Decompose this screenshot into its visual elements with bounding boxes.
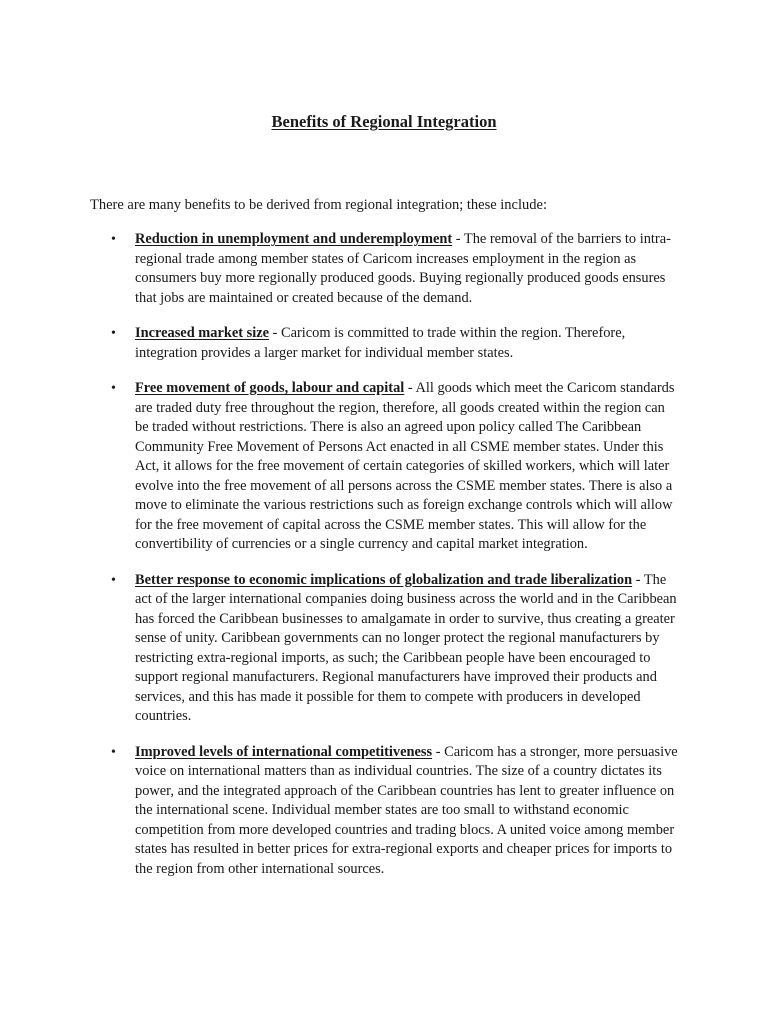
item-text: - The removal of the barriers to intra-regional trade among member states of Caricom increases employment in the region as consumers buy more regionally produced goods. Buying regionally produced goods ensures that jobs are maintained or created because of the demand.	[135, 231, 671, 306]
item-heading: Better response to economic implications of globalization and trade liberalization	[135, 571, 633, 588]
list-item	[111, 230, 680, 308]
item-text: - Caricom has a stronger, more persuasive voice on international matters than as individual countries. The size of a country dictates its power, and the integrated approach of the Caribbean countries has lent to greater influence on the international scene. Individual member states are too small to withstand economic competition from more developed countries and trading blocs. A united voice among member states has resulted in better prices for extra-regional exports and cheaper prices for imports to the region from other international sources.	[135, 743, 678, 877]
bullet-icon: •	[111, 232, 116, 247]
item-text: - The act of the larger international companies doing business across the world and in the Caribbean has forced the Caribbean businesses to amalgamate in order to survive, thus creating a greater sense of unity. Caribbean governments can no longer protect the regional manufacturers by restricting extra-regional imports, as such; the Caribbean people have been encouraged to support regional manufacturers. Regional manufacturers have improved their products and services, and this has made it possible for them to compete with producers in developed countries.	[135, 571, 677, 724]
list-item	[111, 379, 680, 555]
item-text: - All goods which meet the Caricom standards are traded duty free throughout the region, therefore, all goods created within the region can be traded without restrictions. There is also an agreed upon policy called The Caribbean Community Free Movement of Persons Act enacted in all CSME member states. Under this Act, it allows for the free movement of certain categories of skilled workers, which will later evolve into the free movement of all persons across the CSME member states. There is also a move to eliminate the various restrictions such as foreign exchange controls which will allow for the free movement of capital across the CSME member states. This will allow for the convertibility of currencies or a single currency and capital market integration.	[135, 380, 675, 552]
document-title: Benefits of Regional Integration	[271, 112, 497, 131]
list-item	[111, 571, 680, 727]
intro-paragraph: There are many benefits to be derived from regional integration; these include:	[90, 197, 547, 213]
bullet-icon: •	[111, 381, 116, 396]
item-heading: Free movement of goods, labour and capital	[135, 380, 405, 396]
item-heading: Increased market size	[135, 325, 270, 341]
item-heading: Reduction in unemployment and underemployment	[135, 231, 453, 247]
bullet-icon: •	[111, 744, 116, 760]
item-heading: Improved levels of international competitiveness	[135, 743, 433, 760]
list-item	[111, 743, 680, 880]
bullet-icon: •	[111, 326, 116, 341]
benefits-list	[0, 230, 768, 895]
item-text: - Caricom is committed to trade within the region. Therefore, integration provides a larger market for individual member states.	[135, 325, 626, 361]
bullet-icon: •	[111, 572, 116, 588]
list-item	[111, 324, 680, 363]
